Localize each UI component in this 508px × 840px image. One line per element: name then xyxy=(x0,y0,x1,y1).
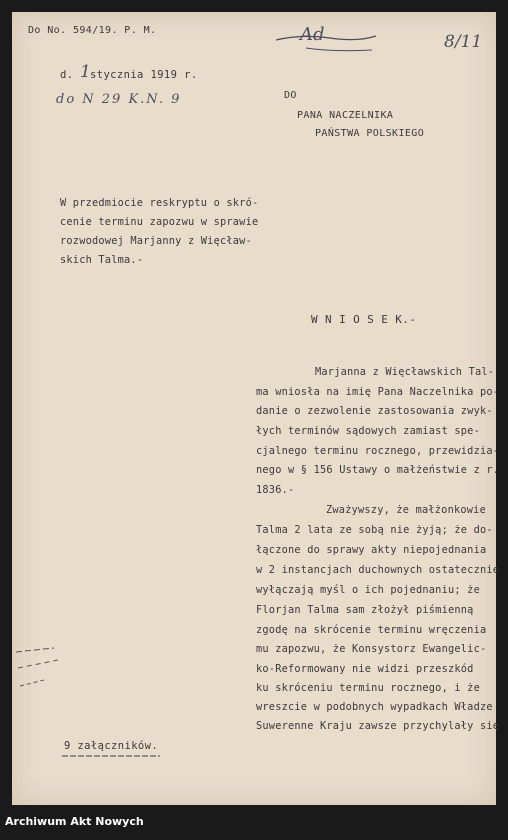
body-line: Zważywszy, że małżonkowie xyxy=(326,504,486,516)
body-line: nego w § 156 Ustawy o małżeństwie z r. xyxy=(256,464,500,476)
body-line: Talma 2 lata ze sobą nie żyją; że do- xyxy=(256,524,493,536)
date-text: stycznia 1919 r. xyxy=(90,69,198,81)
handwritten-page-mark: 8/11 xyxy=(444,32,483,52)
body-line: łączone do sprawy akty niepojednania xyxy=(256,544,487,556)
addressee-line-2: PANA NACZELNIKA xyxy=(297,110,394,121)
date-day-handwritten: 1 xyxy=(80,62,91,82)
archive-footer-label: Archiwum Akt Nowych xyxy=(5,815,144,828)
body-line: ma wniosła na imię Pana Naczelnika po- xyxy=(256,386,500,398)
document-heading: W N I O S E K.- xyxy=(311,313,417,326)
handwritten-underline xyxy=(272,28,382,58)
addressee-line-1: DO xyxy=(284,90,297,101)
body-line: danie o zezwolenie zastosowania zwyk- xyxy=(256,405,493,417)
body-line: Suwerenne Kraju zawsze przychylały się xyxy=(256,720,500,732)
body-line: łych terminów sądowych zamiast spe- xyxy=(256,425,480,437)
date-prefix: d. xyxy=(60,69,74,81)
body-line: wyłączają myśl o ich pojednaniu; że xyxy=(256,584,480,596)
handwritten-note-top: Ad xyxy=(300,24,325,45)
body-line: wreszcie w podobnych wypadkach Władze xyxy=(256,701,493,713)
subject-line: rozwodowej Marjanny z Więcław- xyxy=(60,235,252,247)
body-line: mu zapozwu, że Konsystorz Ewangelic- xyxy=(256,643,487,655)
body-line: ku skróceniu terminu rocznego, i że xyxy=(256,682,480,694)
margin-pencil-mark xyxy=(14,640,64,700)
reference-number: Do No. 594/19. P. M. xyxy=(28,25,157,36)
attachments-underline xyxy=(62,753,162,759)
subject-line: skich Talma.- xyxy=(60,254,144,266)
body-line: 1836.- xyxy=(256,484,295,496)
subject-line: cenie terminu zapozwu w sprawie xyxy=(60,216,259,228)
body-line: zgodę na skrócenie terminu wręczenia xyxy=(256,624,487,636)
body-line: Florjan Talma sam złożył piśmienną xyxy=(256,604,474,616)
body-line: cjalnego terminu rocznego, przewidzia- xyxy=(256,445,500,457)
body-line: w 2 instancjach duchownych ostatecznie xyxy=(256,564,500,576)
body-line: ko-Reformowany nie widzi przeszkód xyxy=(256,663,474,675)
addressee-line-3: PAŃSTWA POLSKIEGO xyxy=(315,128,425,139)
subject-line: W przedmiocie reskryptu o skró- xyxy=(60,197,259,209)
body-line: Marjanna z Więcławskich Tal- xyxy=(315,366,495,378)
handwritten-reference: do N 29 K.N. 9 xyxy=(56,92,182,107)
attachments-note: 9 załączników. xyxy=(64,740,159,752)
